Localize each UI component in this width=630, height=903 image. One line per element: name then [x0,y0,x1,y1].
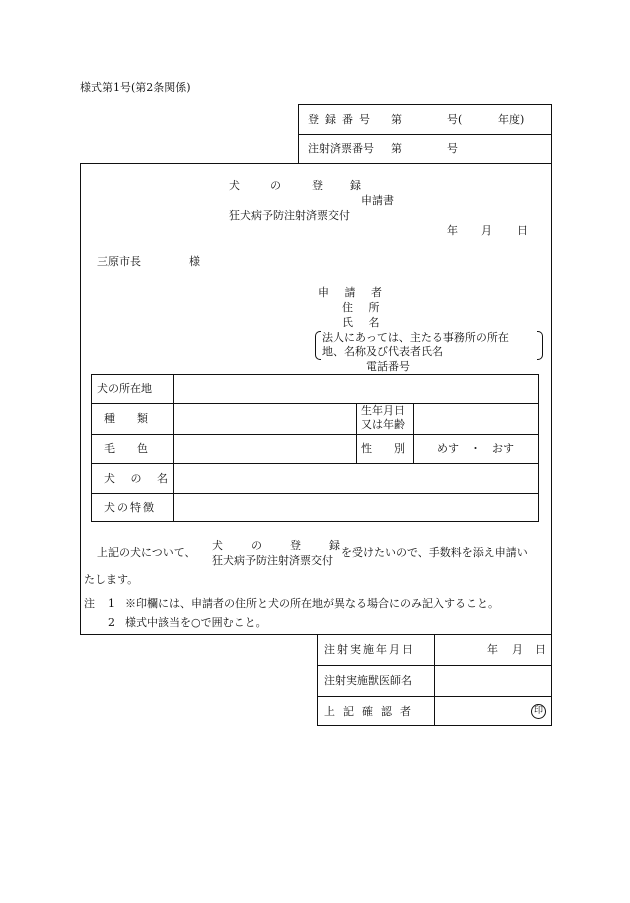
applicant-address-label: 住 所 [342,301,386,314]
dog-kind-label: 種 類 [104,412,148,425]
sex-options[interactable]: めす ・ おす [437,442,514,455]
vet-name-field[interactable] [436,667,550,695]
corp-note-close-bracket [537,331,543,360]
date-month: 月 [481,224,492,237]
title-registration: 登 [312,179,323,192]
title-no: の [270,179,281,192]
dog-table-column-line [356,403,357,463]
applicant-name-label: 氏 名 [342,316,386,329]
seal-icon: 印 [531,704,546,719]
notes-label: 注 [84,597,95,610]
dog-kind-field[interactable] [175,405,355,433]
statement-suffix: を受けたいので、手数料を添え申請い [341,546,528,559]
date-day: 日 [517,224,528,237]
dog-table-row-line [91,463,539,464]
dog-table-label-column-line [173,374,174,522]
applicant-phone-label: 電話番号 [366,360,410,373]
tag-dai-label: 第 [391,142,402,155]
birth-date-label-line1: 生年月日 [361,404,405,417]
coat-color-label: 毛 色 [104,442,148,455]
corp-note-line2: 地、名称及び代表者氏名 [322,345,443,358]
statement-option-no: の [251,539,262,552]
note1-number: 1 [108,597,115,610]
title-tag-issuance: 狂犬病予防注射済票交付 [229,209,350,222]
title-dog: 犬 [229,179,240,192]
statement-option-roku: 録 [329,539,340,552]
tag-go-label: 号 [447,142,458,155]
dog-name-label: 犬 の 名 [104,472,174,485]
dog-table-row-line [91,493,539,494]
dog-location-label: 犬の所在地 [97,382,152,395]
statement-line2: たします。 [84,573,139,586]
vet-name-label: 注射実施獣医師名 [324,674,412,687]
registration-box-divider [298,134,552,135]
dog-features-label: 犬の特徴 [104,501,156,514]
dog-table-row-line [91,434,539,435]
dog-name-field[interactable] [175,465,537,492]
dog-features-field[interactable] [175,495,537,521]
registration-year-label: 年度) [498,113,525,126]
statement-option-tag: 狂犬病予防注射済票交付 [212,554,333,567]
confirmer-label: 上記確認者 [324,705,419,718]
registration-go-label: 号( [447,113,463,126]
note2-text: 様式中該当を○で囲むこと。 [125,616,267,629]
statement-option-registration: 登 [290,539,301,552]
sex-label: 性 別 [361,442,405,455]
dog-table-row-line [91,403,539,404]
tag-number-label: 注射済票番号 [308,142,374,155]
applicant-heading: 申 請 者 [318,286,388,299]
corp-note-line1: 法人にあっては、主たる事務所の所在 [322,331,509,344]
title-roku: 録 [350,179,361,192]
date-year: 年 [447,224,458,237]
birth-date-field[interactable] [415,405,537,433]
addressee-name: 三原市長 [97,255,141,268]
title-application: 申請書 [361,194,394,207]
statement-prefix: 上記の犬について、 [97,546,196,559]
injection-date-year: 年 [487,643,498,656]
note1-text: ※印欄には、申請者の住所と犬の所在地が異なる場合にのみ記入すること。 [125,597,499,610]
note2-number: 2 [108,616,115,629]
injection-date-label: 注射実施年月日 [324,643,415,656]
registration-dai-label: 第 [391,113,402,126]
dog-location-field[interactable] [175,376,537,402]
statement-option-dog: 犬 [212,539,223,552]
registration-number-label: 登録番号 [308,113,376,126]
birth-date-label-line2: 又は年齢 [361,418,405,431]
coat-color-field[interactable] [175,436,355,462]
addressee-honorific: 様 [189,255,200,268]
corp-note-open-bracket [315,331,321,360]
form-title: 様式第1号(第2条関係) [80,81,191,94]
dog-table-column-line [413,403,414,463]
injection-date-month: 月 [512,643,523,656]
injection-date-day: 日 [535,643,546,656]
injection-column-line [434,634,435,726]
